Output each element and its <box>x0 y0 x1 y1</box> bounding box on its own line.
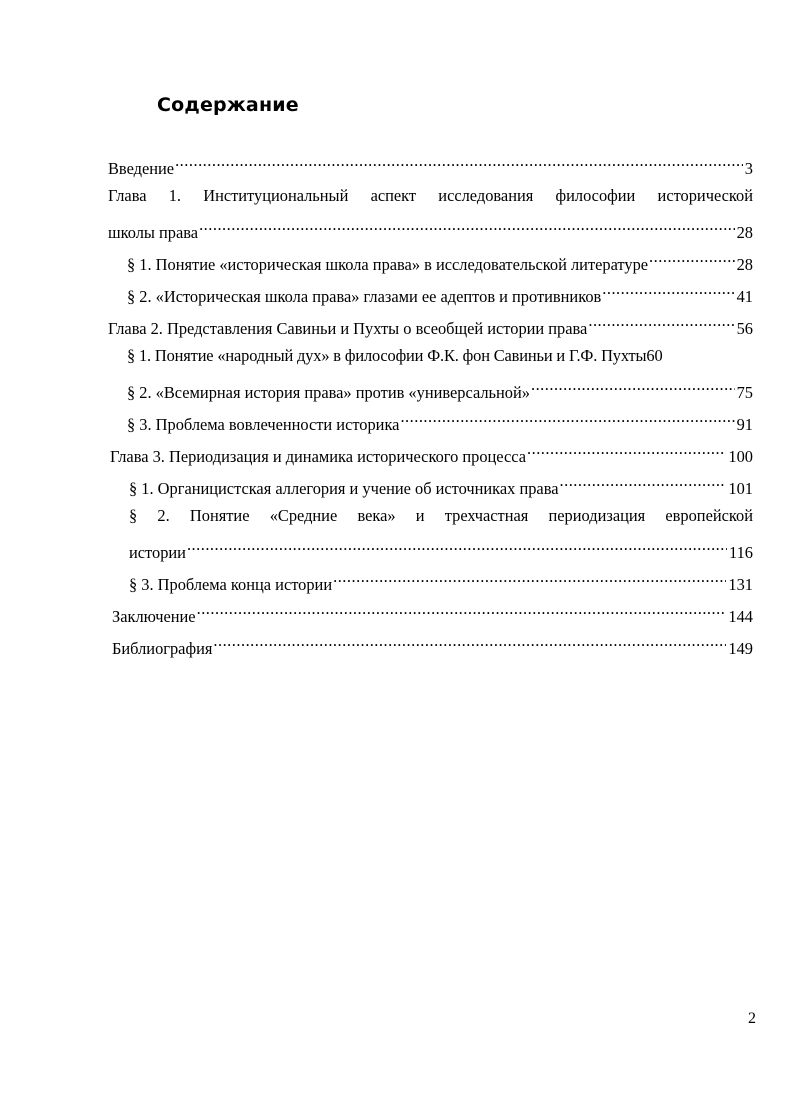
dot-leader <box>187 538 727 558</box>
dot-leader <box>602 282 734 302</box>
toc-entry-page: 28 <box>736 255 753 274</box>
toc-entry-page: 149 <box>728 639 753 658</box>
toc-entry-text: § 2. Понятие «Средние века» и трехчастная периодизация европейской <box>129 506 753 525</box>
dot-leader <box>588 314 734 334</box>
toc-entry-ch1-section-2[interactable] <box>127 282 753 306</box>
toc-entry-chapter-2[interactable] <box>108 314 753 338</box>
toc-entry-bibliography[interactable] <box>112 634 753 658</box>
toc-entry-ch3-section-3[interactable] <box>129 570 753 594</box>
toc-entry-text: школы права <box>108 223 199 242</box>
toc-entry-text: § 3. Проблема конца истории <box>129 575 333 594</box>
toc-entry-ch1-section-1[interactable] <box>127 250 753 274</box>
page-number: 2 <box>748 1010 756 1027</box>
toc-entry-conclusion[interactable] <box>112 602 753 626</box>
toc-entry-ch3-section-2[interactable] <box>129 506 753 526</box>
page-title: Содержание <box>157 94 299 116</box>
toc-entry-page: 131 <box>728 575 753 594</box>
toc-entry-page: 100 <box>728 447 753 466</box>
dot-leader <box>560 474 727 494</box>
toc-entry-page: 75 <box>736 383 753 402</box>
toc-entry-ch3-section-1[interactable] <box>129 474 753 498</box>
dot-leader <box>527 442 726 462</box>
toc-entry-text: Глава 2. Представления Савиньи и Пухты о всеобщей истории права <box>108 319 588 338</box>
toc-entry-ch2-section-2[interactable] <box>127 378 753 402</box>
toc-entry-introduction[interactable] <box>108 154 753 178</box>
toc-entry-text: Глава 1. Институциональный аспект исследования философии исторической <box>108 186 753 205</box>
dot-leader <box>213 634 726 654</box>
toc-entry-page: 144 <box>728 607 753 626</box>
toc-entry-text: § 2. «Всемирная история права» против «универсальной» <box>127 383 530 402</box>
toc-entry-page: 41 <box>736 287 753 306</box>
toc-entry-ch3-section-2-continued[interactable] <box>129 538 753 562</box>
toc-entry-ch2-section-1[interactable] <box>127 346 753 366</box>
dot-leader <box>199 218 735 238</box>
toc-entry-text: § 2. «Историческая школа права» глазами ее адептов и противников <box>127 287 602 306</box>
toc-entry-page: 91 <box>736 415 753 434</box>
toc-entry-text: истории <box>129 543 186 562</box>
toc-entry-page: 3 <box>744 159 753 178</box>
dot-leader <box>197 602 727 622</box>
dot-leader <box>531 378 735 398</box>
toc-entry-ch2-section-3[interactable] <box>127 410 753 434</box>
toc-entry-text: § 1. Органицистская аллегория и учение об источниках права <box>129 479 559 498</box>
toc-entry-text: § 3. Проблема вовлеченности историка <box>127 415 400 434</box>
toc-entry-page: 101 <box>728 479 753 498</box>
toc-entry-page: 60 <box>646 346 663 365</box>
toc-entry-chapter-3[interactable] <box>110 442 753 466</box>
dot-leader <box>333 570 726 590</box>
toc-entry-text: Введение <box>108 159 175 178</box>
toc-entry-text: § 1. Понятие «историческая школа права» в исследовательской литературе <box>127 255 649 274</box>
toc-entry-page: 116 <box>729 543 753 562</box>
toc-entry-text: Заключение <box>112 607 196 626</box>
toc-entry-chapter-1[interactable] <box>108 186 753 206</box>
toc-entry-page: 56 <box>736 319 753 338</box>
dot-leader <box>175 154 743 174</box>
toc-entry-text: Библиография <box>112 639 213 658</box>
toc-entry-chapter-1-continued[interactable] <box>108 218 753 242</box>
dot-leader <box>400 410 734 430</box>
toc-entry-page: 28 <box>736 223 753 242</box>
toc-entry-text: Глава 3. Периодизация и динамика исторического процесса <box>110 447 527 466</box>
toc-entry-text: § 1. Понятие «народный дух» в философии Ф.К. фон Савиньи и Г.Ф. Пухты <box>127 346 647 365</box>
dot-leader <box>649 250 735 270</box>
